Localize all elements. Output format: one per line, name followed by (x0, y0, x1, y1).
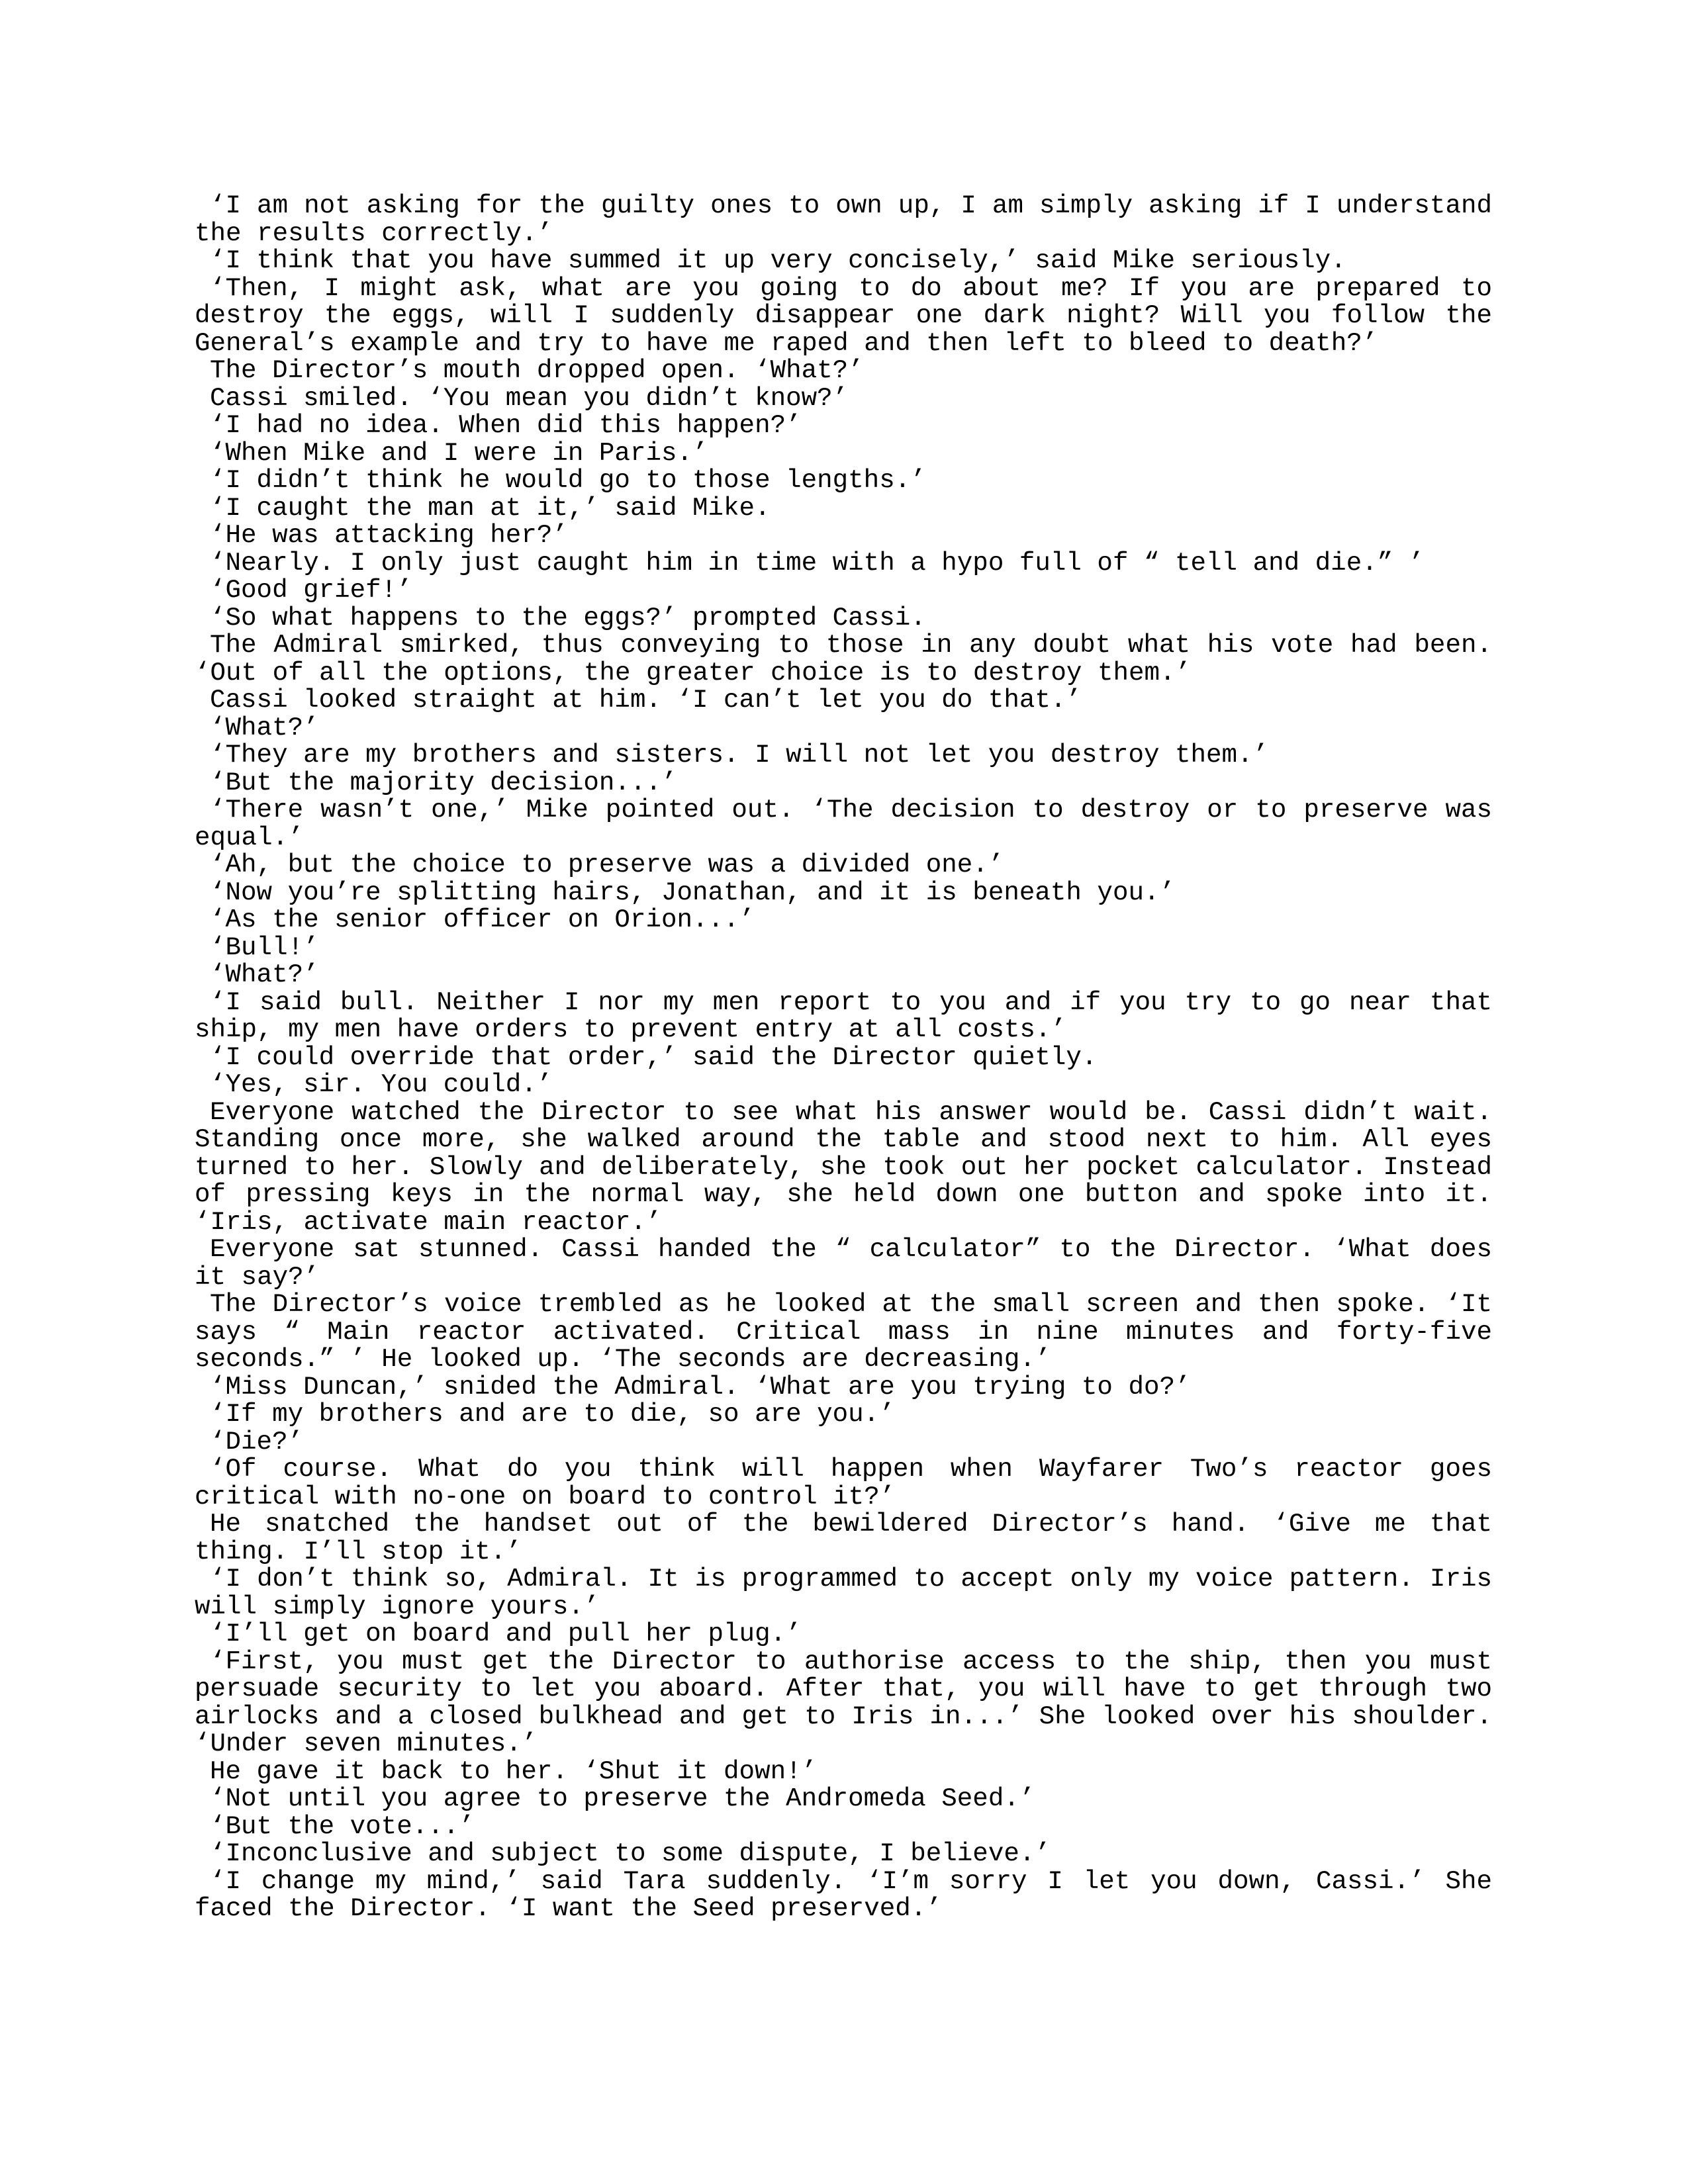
paragraph: ‘So what happens to the eggs?’ prompted Cassi. (210, 602, 926, 633)
paragraph: ‘Ah, but the choice to preserve was a divided one.’ (210, 850, 1004, 880)
paragraph: ‘I caught the man at it,’ said Mike. (210, 492, 771, 523)
paragraph: ‘Nearly. I only just caught him in time with a hypo full of “ tell and die.” ’ (210, 547, 1425, 578)
paragraph: ‘Die?’ (210, 1426, 304, 1457)
paragraph: Everyone sat stunned. Cassi handed the “ calculator” to the Director. ‘What does it say?’ (195, 1234, 1492, 1292)
paragraph: The Director’s mouth dropped open. ‘What?’ (210, 355, 864, 385)
paragraph: ‘As the senior officer on Orion...’ (210, 905, 755, 934)
paragraph: ‘First, you must get the Director to authorise access to the ship, then you must persuade security to let you aboard. After that, you will have to get through two airlocks and a closed bulkhead and get to Iris in...’ She looked over his shoulder. ‘Under seven minutes.’ (195, 1646, 1492, 1758)
paragraph: Everyone watched the Director to see what his answer would be. Cassi didn’t wait. Standing once more, she walked around the table and stood next to him. All eyes turned to her. Slowly and deliberately, she took out her pocket calculator. Instead of pressing keys in the normal way, she held down one button and spoke into it. ‘Iris, activate main reactor.’ (195, 1097, 1492, 1237)
paragraph: ‘I think that you have summed it up very concisely,’ said Mike seriously. (210, 246, 1346, 275)
paragraph: ‘Yes, sir. You could.’ (210, 1069, 553, 1099)
paragraph: ‘They are my brothers and sisters. I will not let you destroy them.’ (210, 740, 1269, 770)
paragraph: ‘Inconclusive and subject to some dispute, I believe.’ (210, 1839, 1051, 1868)
paragraph: ‘I’ll get on board and pull her plug.’ (210, 1619, 802, 1649)
paragraph: He snatched the handset out of the bewildered Director’s hand. ‘Give me that thing. I’ll stop it.’ (195, 1509, 1492, 1567)
paragraph: ‘I change my mind,’ said Tara suddenly. ‘I’m sorry I let you down, Cassi.’ She faced the Director. ‘I want the Seed preserved.’ (195, 1866, 1492, 1923)
paragraph: ‘I don’t think so, Admiral. It is programmed to accept only my voice pattern. Iris will simply ignore yours.’ (195, 1564, 1492, 1621)
paragraph: ‘He was attacking her?’ (210, 520, 568, 550)
paragraph: ‘What?’ (210, 712, 319, 743)
paragraph: Cassi looked straight at him. ‘I can’t let you do that.’ (210, 685, 1082, 715)
paragraph: ‘Then, I might ask, what are you going to do about me? If you are prepared to destroy the eggs, will I suddenly disappear one dark night? Will you follow the General’s example and try to have me raped and then left to bleed to death?’ (195, 273, 1492, 358)
paragraph: ‘There wasn’t one,’ Mike pointed out. ‘The decision to destroy or to preserve was equal.’ (195, 795, 1492, 852)
paragraph: Cassi smiled. ‘You mean you didn’t know?’ (210, 383, 849, 413)
paragraph: ‘Bull!’ (210, 932, 319, 962)
paragraph: ‘Of course. What do you think will happen when Wayfarer Two’s reactor goes critical with no-one on board to control it?’ (195, 1454, 1492, 1512)
paragraph: ‘I could override that order,’ said the Director quietly. (210, 1042, 1098, 1072)
paragraph: ‘But the vote...’ (210, 1811, 475, 1841)
paragraph: He gave it back to her. ‘Shut it down!’ (210, 1756, 818, 1786)
paragraph: The Admiral smirked, thus conveying to those in any doubt what his vote had been. ‘Out of all the options, the greater choice is to destroy them.’ (195, 630, 1492, 688)
paragraph: ‘Now you’re splitting hairs, Jonathan, and it is beneath you.’ (210, 877, 1176, 907)
paragraph: ‘Good grief!’ (210, 575, 412, 605)
paragraph: ‘I said bull. Neither I nor my men report to you and if you try to go near that ship, my men have orders to prevent entry at all costs.’ (195, 987, 1492, 1044)
paragraph: The Director’s voice trembled as he looked at the small screen and then spoke. ‘It says “ Main reactor activated. Critical mass in nine minutes and forty-five seconds.” ’ He looked up. ‘The seconds are decreasing.’ (195, 1289, 1492, 1374)
paragraph: ‘I had no idea. When did this happen?’ (210, 410, 802, 440)
paragraph: ‘I didn’t think he would go to those lengths.’ (210, 465, 926, 495)
paragraph: ‘I am not asking for the guilty ones to own up, I am simply asking if I understand the results correctly.’ (195, 191, 1492, 248)
paragraph: ‘What?’ (210, 960, 319, 989)
paragraph: ‘But the majority decision...’ (210, 767, 677, 797)
paragraph: ‘Not until you agree to preserve the Andromeda Seed.’ (210, 1784, 1035, 1813)
paragraph: ‘Miss Duncan,’ snided the Admiral. ‘What are you trying to do?’ (210, 1371, 1191, 1402)
paragraph: ‘If my brothers and are to die, so are you.’ (210, 1399, 895, 1429)
paragraph: ‘When Mike and I were in Paris.’ (210, 437, 708, 468)
body-text (195, 192, 1492, 1923)
